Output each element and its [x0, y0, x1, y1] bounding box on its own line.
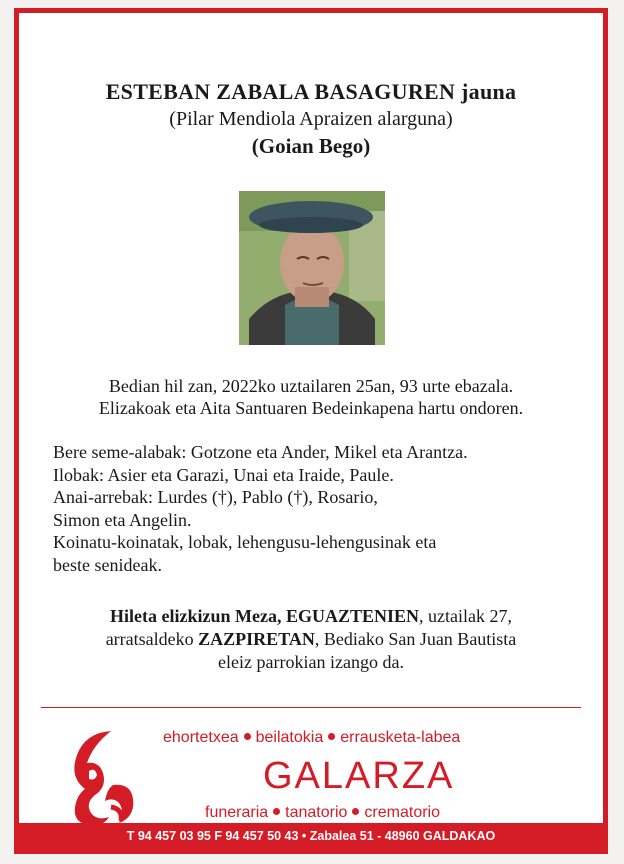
name-suffix: jauna [461, 79, 517, 104]
death-notice [19, 375, 603, 419]
deceased-name-text: ESTEBAN ZABALA BASAGUREN [105, 79, 456, 104]
obituary-card [14, 8, 608, 854]
funeral-date: , uztailak 27, [419, 606, 512, 626]
family-list [53, 441, 468, 576]
service-label: tanatorio [285, 804, 348, 821]
family-line: Anai-arrebak: Lurdes (†), Pablo (†), Rosario, [53, 487, 378, 507]
funeral-info [19, 605, 603, 674]
bullet-dot-icon [273, 808, 280, 815]
service-label: ehortetxea [163, 729, 239, 746]
funeral-line-1 [19, 605, 603, 628]
contact-footer: T 94 457 03 95 F 94 457 50 43 • Zabalea 51 - 48960 GALDAKAO [19, 823, 603, 849]
family-line: beste senideak. [53, 554, 162, 575]
galarza-logo-icon [59, 725, 139, 829]
funeral-mass-day: Hileta elizkizun Meza, EGUAZTENIEN [110, 606, 419, 626]
funeral-church: , Bediako San Juan Bautista [314, 629, 517, 649]
funeral-time: ZAZPIRETAN [198, 629, 315, 649]
services-bottom [205, 804, 440, 822]
funeral-line-3: eleiz parrokian izango da. [218, 652, 404, 672]
bullet-dot-icon [244, 733, 251, 740]
service-label: funeraria [205, 804, 269, 821]
services-top [163, 729, 460, 747]
bullet-dot-icon [352, 808, 359, 815]
death-line-2: Elizakoak eta Aita Santuaren Bedeinkapena hartu ondoren. [98, 398, 524, 418]
deceased-name [19, 79, 603, 105]
funeral-line-2 [19, 628, 603, 651]
family-line: Ilobak: Asier eta Garazi, Unai eta Iraide, Paule. [53, 464, 394, 485]
family-line: Simon eta Angelin. [53, 509, 192, 530]
service-label: crematorio [364, 804, 440, 821]
portrait-photo [239, 191, 385, 345]
bullet-dot-icon [328, 733, 335, 740]
family-line: Bere seme-alabak: Gotzone eta Ander, Mikel eta Arantza. [53, 442, 468, 462]
service-label: beilatokia [255, 729, 324, 746]
header [19, 79, 603, 159]
divider [41, 707, 581, 708]
nickname: (Goian Bego) [251, 134, 371, 158]
company-name: GALARZA [263, 755, 455, 797]
spouse-line: (Pilar Mendiola Apraizen alarguna) [169, 108, 453, 130]
family-line: Koinatu-koinatak, lobak, lehengusu-lehengusinak eta [53, 532, 437, 552]
service-label: errausketa-labea [340, 729, 461, 746]
funeral-time-prefix: arratsaldeko [105, 629, 199, 649]
death-line-1: Bedian hil zan, 2022ko uztailaren 25an, 93 urte ebazala. [108, 376, 514, 396]
